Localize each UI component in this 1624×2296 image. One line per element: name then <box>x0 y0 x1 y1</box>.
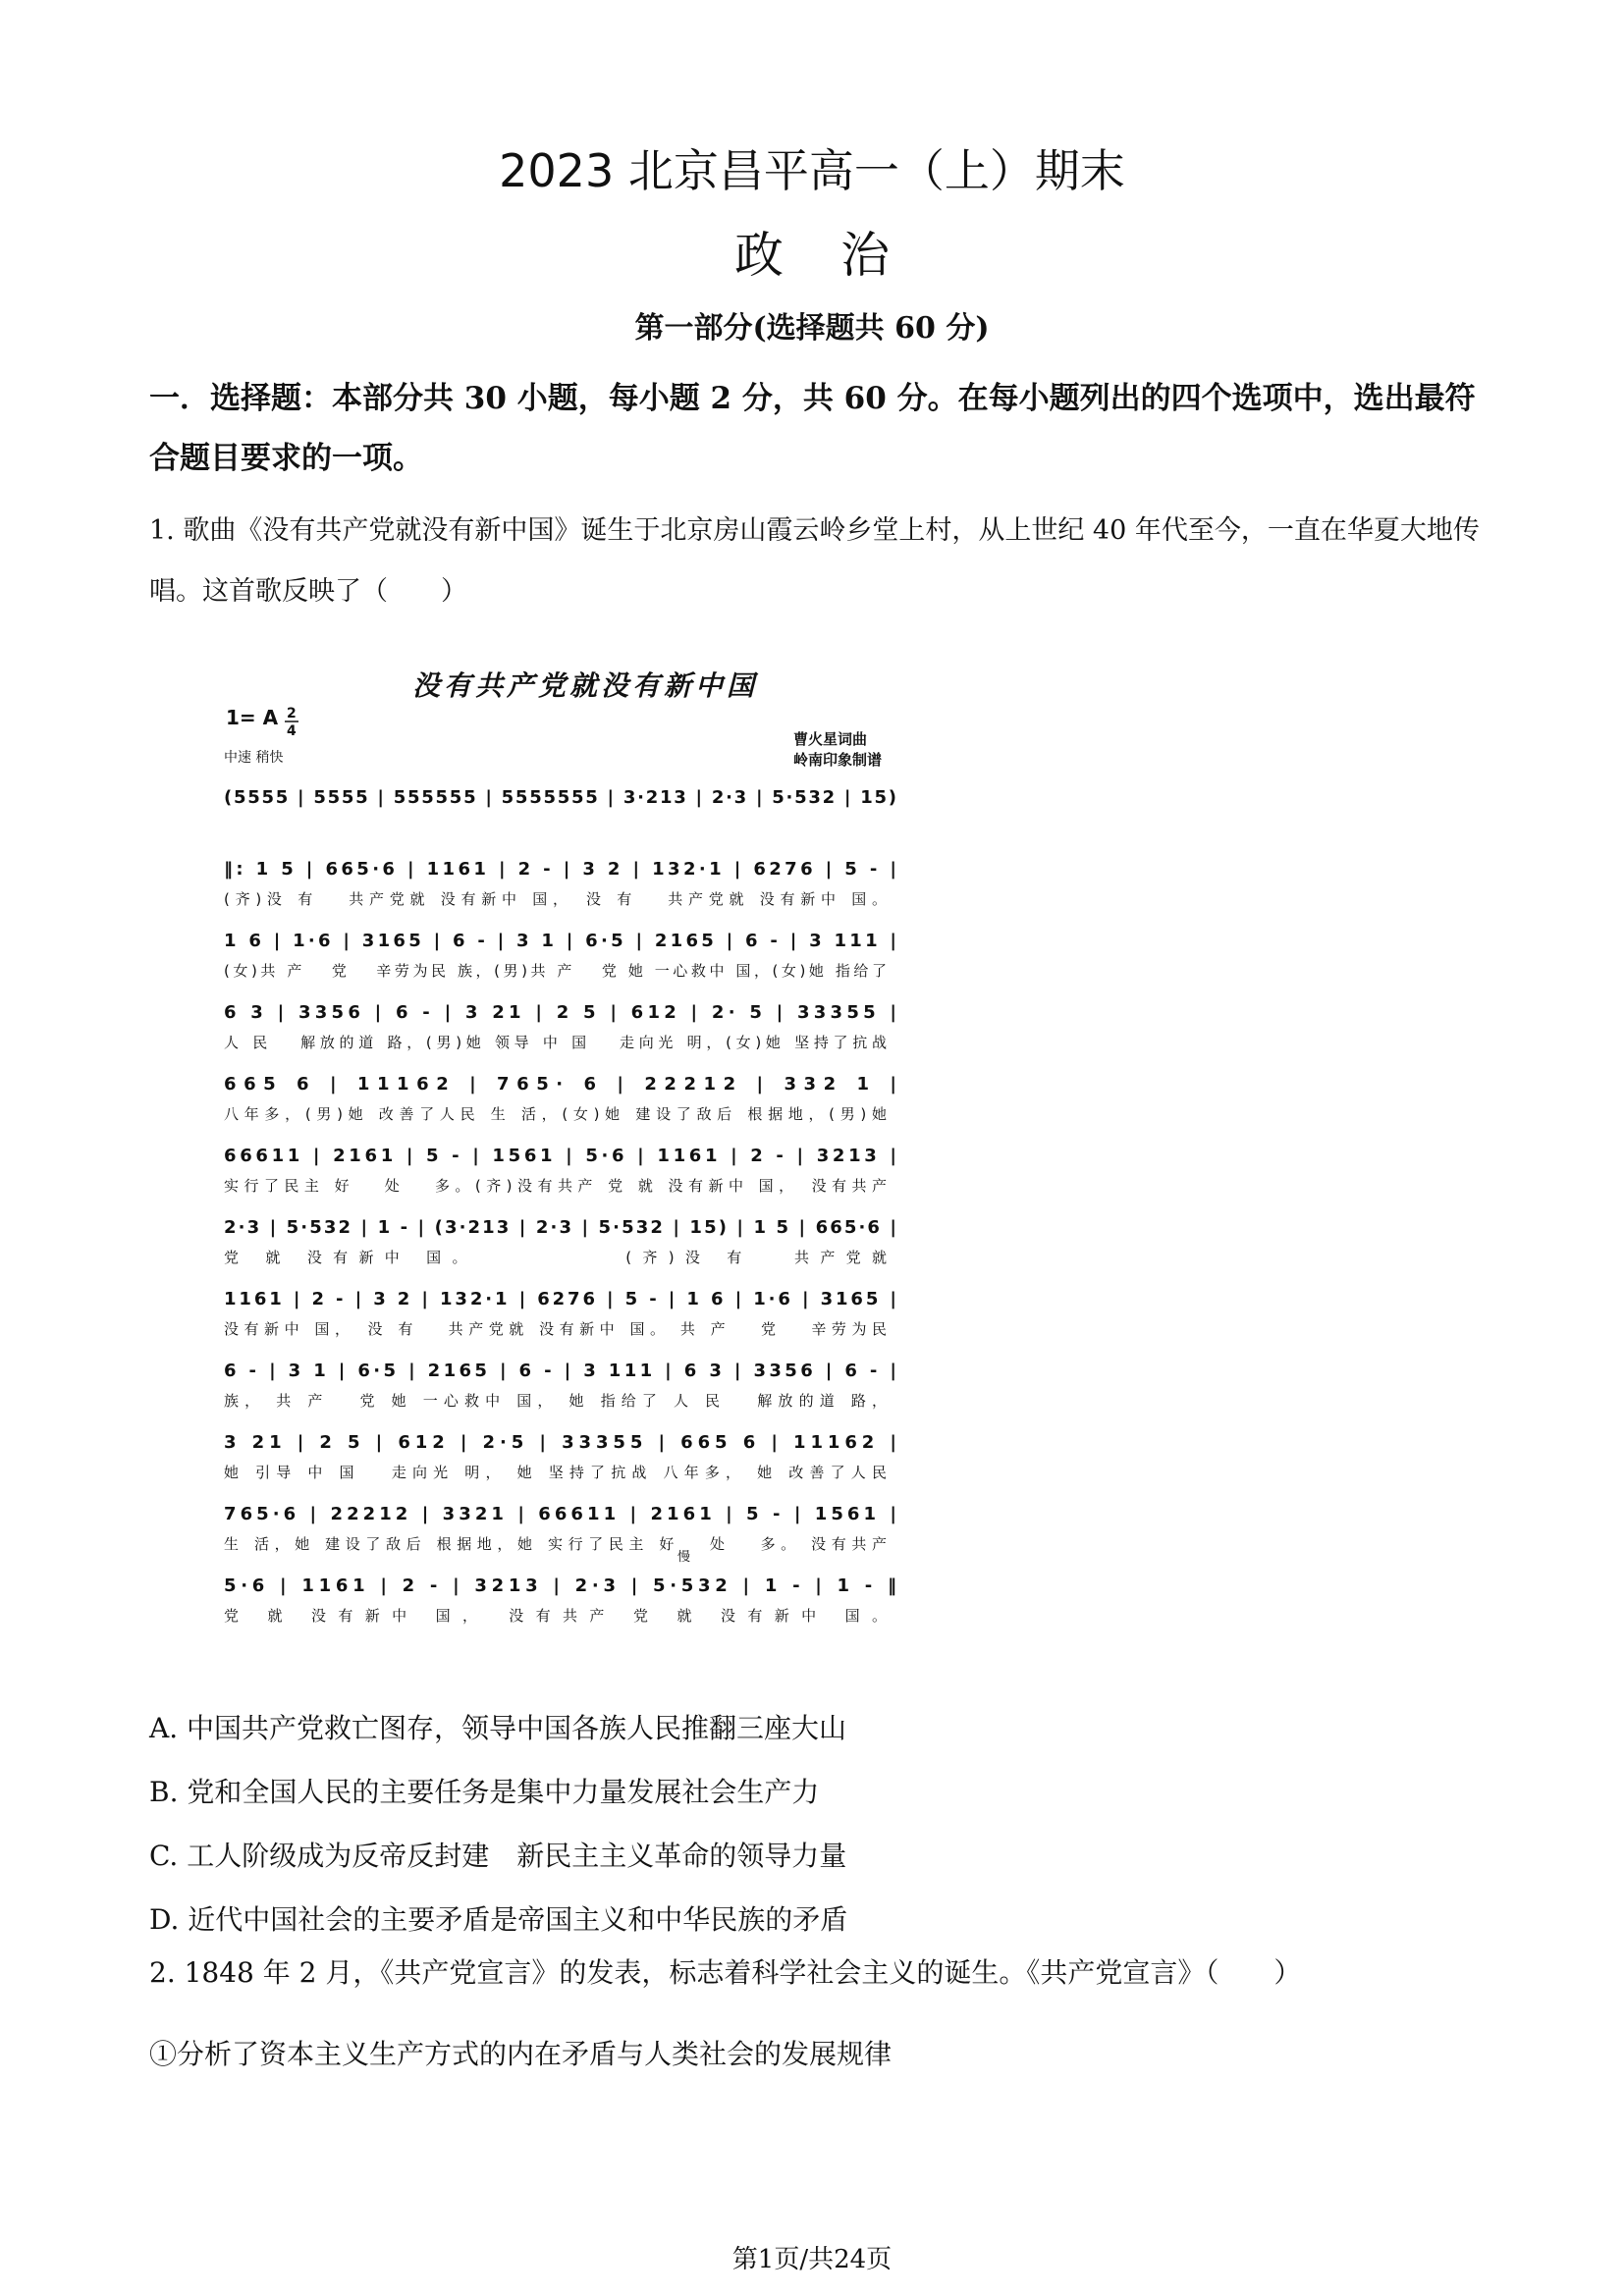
score-notes-line: 3 21 | 2 5 | 612 | 2·5 | 33355 | 665 6 | 11162 | <box>224 1432 896 1453</box>
score-lyrics-line: 八年多，(男)她 改善了人民 生 活，(女)她 建设了敌后 根据地，(男)她 <box>224 1105 887 1123</box>
question-2-statement-1: ①分析了资本主义生产方式的内在矛盾与人类社会的发展规律 <box>149 2038 893 2070</box>
score-notes-line: 5·6 | 1161 | 2 - | 3213 | 2·3 | 5·532 | 1 - | 1 - ‖ <box>224 1575 896 1596</box>
score-lyrics-line: 没有新中 国， 没 有 共产党就 没有新中 国。 共 产 党 辛劳为民 <box>224 1320 887 1338</box>
score-notes-line: 1161 | 2 - | 3 2 | 132·1 | 6276 | 5 - | 1 6 | 1·6 | 3165 | <box>224 1289 896 1309</box>
option-text: 工人阶级成为反帝反封建 新民主主义革命的领导力量 <box>187 1840 847 1872</box>
question-2-stem: 2. 1848 年 2 月，《共产党宣言》的发表，标志着科学社会主义的诞生。《共产党宣言》（ ） <box>149 1956 1302 1989</box>
score-notes-line: 2·3 | 5·532 | 1 - | (3·213 | 2·3 | 5·532 | 15) | 1 5 | 665·6 | <box>224 1217 896 1238</box>
score-lyrics-line: 党 就 没有新中 国。 (齐)没 有 共产党就 <box>224 1249 887 1266</box>
score-lyrics-line: 人 民 解放的道 路，(男)她 领导 中 国 走向光 明，(女)她 坚持了抗战 <box>224 1034 888 1051</box>
score-lyrics-line: (齐)没 有 共产党就 没有新中 国， 没 有 共产党就 没有新中 国。 <box>224 890 888 908</box>
option-text: 近代中国社会的主要矛盾是帝国主义和中华民族的矛盾 <box>188 1903 848 1936</box>
page-number: 第1页/共24页 <box>731 2245 893 2274</box>
score-notes-line: 765·6 | 22212 | 3321 | 66611 | 2161 | 5 - | 1561 | <box>224 1504 897 1524</box>
score-tempo-marking: 中速 稍快 <box>224 750 284 766</box>
part-heading: 第一部分(选择题共 60 分) <box>634 311 990 346</box>
score-time-signature-bottom: 4 <box>287 723 297 739</box>
score-notes-line: 6 - | 3 1 | 6·5 | 2165 | 6 - | 3 111 | 6 3 | 3356 | 6 - | <box>224 1361 896 1381</box>
question-1-option-d[interactable] <box>149 1900 1487 1940</box>
section-instructions: 一．选择题：本部分共 30 小题，每小题 2 分，共 60 分。在每小题列出的四个选项中，选出最符合题目要求的一项。 <box>149 381 1476 476</box>
option-letter: B. <box>149 1776 179 1808</box>
subject-heading: 政治 <box>734 227 947 284</box>
score-key: 1= A <box>226 706 279 729</box>
question-1-stem: 1. 歌曲《没有共产党就没有新中国》诞生于北京房山霞云岭乡堂上村，从上世纪 40 年代至今，一直在华夏大地传唱。这首歌反映了（ ） <box>149 515 1480 607</box>
option-letter: C. <box>149 1840 179 1872</box>
score-lyrics-line: 实行了民主 好 处 多。(齐)没有共产 党 就 没有新中 国， 没有共产 <box>224 1177 887 1195</box>
option-text: 党和全国人民的主要任务是集中力量发展社会生产力 <box>187 1776 820 1808</box>
score-notes-line: 66611 | 2161 | 5 - | 1561 | 5·6 | 1161 | 2 - | 3213 | <box>224 1146 897 1166</box>
score-notes-line: 6 3 | 3356 | 6 - | 3 21 | 2 5 | 612 | 2· 5 | 33355 | <box>224 1002 897 1023</box>
score-notes-line: (5555 | 5555 | 555555 | 5555555 | 3·213 | 2·3 | 5·532 | 15) <box>224 787 897 808</box>
score-lyrics-line: 她 引导 中 国 走向光 明， 她 坚持了抗战 八年多， 她 改善了人民 <box>224 1464 887 1481</box>
option-text: 中国共产党救亡图存，领导中国各族人民推翻三座大山 <box>187 1712 847 1744</box>
score-notes-line: 1 6 | 1·6 | 3165 | 6 - | 3 1 | 6·5 | 2165 | 6 - | 3 111 | <box>224 931 896 951</box>
music-score-image <box>224 666 931 1655</box>
score-composer-credit: 曹火星词曲 <box>793 730 868 748</box>
question-1-option-c[interactable] <box>149 1837 1487 1876</box>
score-lyrics-line: 生 活，她 建设了敌后 根据地，她 实行了民主 好 处 多。 没有共产 <box>224 1535 888 1553</box>
question-1-option-a[interactable] <box>149 1709 1487 1748</box>
option-letter: D. <box>149 1903 180 1936</box>
music-score-svg <box>224 666 931 1655</box>
score-title: 没有共产党就没有新中国 <box>411 669 759 702</box>
score-lyrics-line: (女)共 产 党 辛劳为民 族，(男)共 产 党 她 一心救中 国，(女)她 指给了 <box>224 962 887 980</box>
exam-title: 2023 北京昌平高一（上）期末 <box>499 144 1125 197</box>
question-1-option-b[interactable] <box>149 1773 1487 1812</box>
score-lines <box>224 787 896 1625</box>
score-transcriber-credit: 岭南印象制谱 <box>793 751 883 769</box>
score-time-signature-top: 2 <box>287 706 297 721</box>
score-lyrics-line: 族， 共 产 党 她 一心救中 国， 她 指给了 人 民 解放的道 路， <box>224 1392 888 1410</box>
score-slow-marking: 慢 <box>677 1550 691 1565</box>
option-letter: A. <box>149 1712 179 1744</box>
score-notes-line: 665 6 | 11162 | 765· 6 | 22212 | 332 1 | <box>224 1074 896 1095</box>
score-lyrics-line: 党 就 没有新中 国， 没有共产 党 就 没有新中 国。 <box>224 1607 887 1625</box>
score-notes-line: ‖: 1 5 | 665·6 | 1161 | 2 - | 3 2 | 132·1 | 6276 | 5 - | <box>224 859 897 880</box>
